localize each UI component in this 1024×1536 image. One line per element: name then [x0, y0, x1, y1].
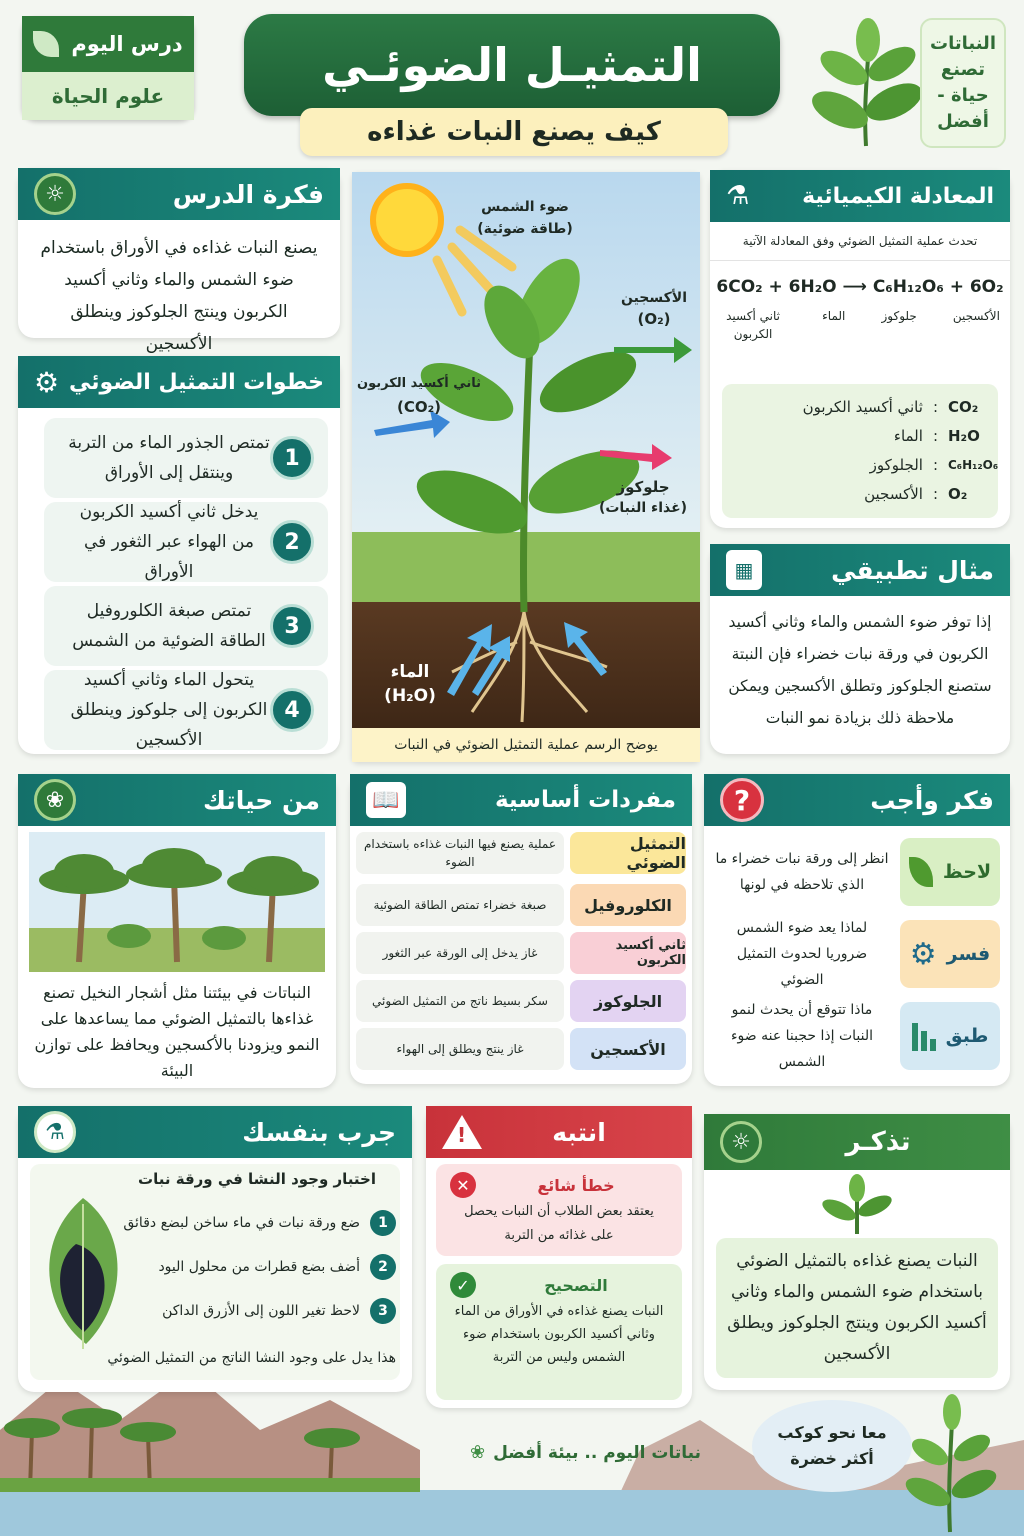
- steps-title: خطوات التمثيل الضوئي: [69, 369, 324, 395]
- remember-box: [716, 1238, 998, 1378]
- symbol-formula: H₂O: [948, 426, 980, 445]
- try-step-number: 2: [370, 1254, 396, 1280]
- try-step: [158, 1254, 396, 1280]
- try-step-text: ضع ورقة نبات في ماء ساخن لبضع دقائق: [123, 1215, 360, 1231]
- think-card: [704, 774, 1010, 1086]
- warning-card: [426, 1106, 692, 1408]
- plant-icon: [900, 1392, 1000, 1532]
- symbol-row: الماء : H₂O: [736, 421, 984, 450]
- step-text: تمتص صبغة الكلوروفيل الطاقة الضوئية من الشمس: [72, 601, 266, 651]
- vocab-term: الكلوروفيل: [570, 884, 686, 926]
- diagram-illustration: [352, 172, 700, 728]
- think-row: [714, 1000, 1000, 1072]
- life-title: من حياتك: [203, 785, 320, 815]
- glucose-label: جلوكوز: [616, 478, 670, 496]
- mistake-box: [436, 1164, 682, 1256]
- diagram-caption: يوضح الرسم عملية التمثيل الضوئي في النبات: [352, 728, 700, 762]
- motto-text: النباتات تصنع حياة - أفضل: [930, 33, 996, 132]
- try-step-text: لاحظ تغير اللون إلى الأزرق الداكن: [162, 1303, 360, 1319]
- step-text: يتحول الماء وثاني أكسيد الكربون إلى جلوكوز وينطلق الأكسجين: [70, 670, 268, 750]
- footer-slogan: [470, 1442, 701, 1463]
- symbol-formula: C₆H₁₂O₆: [948, 457, 999, 472]
- vocab-row: [356, 832, 686, 874]
- flask-icon: ⚗: [726, 181, 750, 211]
- vocab-row: [356, 932, 686, 974]
- think-text: انظر إلى ورقة نبات خضراء ما الذي تلاحظه في لونها: [715, 851, 889, 893]
- equation-intro: تحدث عملية التمثيل الضوئي وفق المعادلة الآتية: [710, 234, 1010, 261]
- try-card: [18, 1106, 412, 1392]
- co2-formula: (CO₂): [396, 398, 442, 416]
- gear-icon: ⚙: [34, 365, 60, 399]
- equation-under-oxygen: الأكسجين: [952, 309, 1000, 323]
- vocab-definition: غاز ينتج ويطلق إلى الهواء: [356, 1028, 564, 1070]
- subtitle-banner: [300, 108, 728, 156]
- step-text: يدخل ثاني أكسيد الكربون من الهواء عبر الثغور في الأوراق: [79, 502, 259, 582]
- try-step: [162, 1298, 396, 1324]
- idea-card: [18, 168, 340, 354]
- try-step: [123, 1210, 396, 1236]
- life-text: النباتات في بيئتنا مثل أشجار النخيل تصنع غذاءها بالتمثيل الضوئي مما يساعدها على النمو ويزودنا بالأكسجين ويحافظ على توازن البيئة: [34, 983, 320, 1080]
- example-text: إذا توفر ضوء الشمس والماء وثاني أكسيد الكربون في ورقة نبات خضراء فإن النبتة ستصنع الجلوكوز وتطلق الأكسجين ويمكن ملاحظة ذلك بزيادة نمو النبات: [728, 613, 992, 727]
- explain-label: فسر: [946, 943, 991, 965]
- remember-text: النبات يصنع غذاءه بالتمثيل الضوئي باستخدام ضوء الشمس والماء وثاني أكسيد الكربون وينتج الجلوكوز ويطلق الأكسجين: [727, 1251, 987, 1364]
- symbol-formula: CO₂: [948, 397, 979, 416]
- motto-box: [920, 18, 1006, 148]
- vocab-definition: عملية يصنع فيها النبات غذاءه باستخدام الضوء: [356, 832, 564, 874]
- correction-title: التصحيح: [544, 1275, 608, 1295]
- step-item: [44, 586, 328, 666]
- symbol-name: الماء: [893, 426, 923, 445]
- correction-box: [436, 1264, 682, 1400]
- lightbulb-icon: ☼: [34, 173, 76, 215]
- equation-under-glucose: جلوكوز: [881, 309, 917, 323]
- try-title: جرب بنفسك: [242, 1117, 396, 1147]
- vocab-row: [356, 1028, 686, 1070]
- think-title: فكر وأجب: [870, 785, 994, 815]
- step-item: [44, 670, 328, 750]
- water-formula: (H₂O): [384, 686, 436, 706]
- try-subtitle: اختبار وجود النشا في ورقة نبات: [138, 1170, 376, 1188]
- think-text: ماذا تتوقع أن يحدث لنمو النبات إذا حجبنا عنه ضوء الشمس: [730, 1002, 874, 1070]
- lightbulb-icon: ☼: [720, 1121, 762, 1163]
- step-text: تمتص الجذور الماء من التربة وينتقل إلى الأوراق: [68, 433, 270, 483]
- vocab-title: مفردات أساسية: [494, 787, 676, 813]
- footer-bubble: [752, 1400, 912, 1492]
- example-card: [710, 544, 1010, 754]
- warning-title: انتبه: [552, 1117, 606, 1147]
- symbols-box: [722, 384, 998, 518]
- page-title: التمثيـل الضوئـي: [322, 38, 702, 92]
- step-item: [44, 502, 328, 582]
- page-subtitle: كيف يصنع النبات غذاءه: [367, 117, 661, 147]
- mistake-text: يعتقد بعض الطلاب أن النبات يحصل على غذائه من التربة: [464, 1204, 654, 1243]
- title-banner: [244, 14, 780, 116]
- idea-title: فكرة الدرس: [172, 179, 324, 209]
- question-icon: ?: [720, 778, 764, 822]
- think-text: لماذا يعد ضوء الشمس ضروريا لحدوث التمثيل الضوئي: [736, 920, 868, 988]
- photosynthesis-diagram: [352, 172, 700, 762]
- steps-card: [18, 356, 340, 754]
- sprout-icon: [817, 1174, 897, 1236]
- symbol-name: الجلوكوز: [869, 455, 923, 474]
- try-step-text: أضف بضع قطرات من محلول اليود: [158, 1259, 360, 1275]
- vocab-definition: غاز يدخل إلى الورقة عبر الثغور: [356, 932, 564, 974]
- correction-text: النبات يصنع غذاءه في الأوراق من الماء وثاني أكسيد الكربون باستخدام ضوء الشمس وليس من التربة: [454, 1304, 664, 1365]
- mistake-title: خطأ شائع: [537, 1175, 615, 1195]
- calculator-icon: ▦: [726, 550, 762, 590]
- explain-badge: [900, 920, 1000, 988]
- remember-title: تذكـر: [845, 1127, 911, 1157]
- equation-title: المعادلة الكيميائية: [802, 183, 994, 209]
- think-row: [714, 918, 1000, 990]
- observe-badge: [900, 838, 1000, 906]
- palm-trees-image: [29, 832, 325, 972]
- sprout-icon: ❀: [470, 1442, 486, 1463]
- symbol-formula: O₂: [948, 484, 968, 503]
- step-number: 2: [270, 520, 314, 564]
- leaf-icon: ❀: [34, 779, 76, 821]
- example-title: مثال تطبيقي: [831, 555, 994, 585]
- oxygen-formula: (O₂): [637, 310, 671, 328]
- symbol-row: الجلوكوز : C₆H₁₂O₆: [869, 455, 999, 474]
- lesson-badge-label: درس اليوم: [71, 32, 183, 56]
- apply-label: طبق: [945, 1025, 989, 1047]
- step-item: [44, 418, 328, 498]
- oxygen-label: الأكسجين: [620, 290, 687, 306]
- x-icon: ✕: [450, 1172, 476, 1198]
- step-number: 1: [270, 436, 314, 480]
- idea-text: يصنع النبات غذاءه في الأوراق باستخدام ضوء الشمس والماء وثاني أكسيد الكربون وينتج الجلوكوز وينطلق الأكسجين: [40, 238, 318, 354]
- plant-icon: [806, 18, 926, 148]
- sun-label: ضوء الشمس (طاقة ضوئية): [477, 199, 573, 237]
- sun-icon: [373, 186, 441, 254]
- apply-badge: [900, 1002, 1000, 1070]
- co2-label: ثاني أكسيد الكربون: [356, 376, 482, 391]
- bubble-text: معا نحو كوكب أكثر خضرة: [777, 1423, 887, 1468]
- think-row: [714, 836, 1000, 908]
- glucose-sub: (غذاء النبات): [598, 500, 688, 516]
- equation-under-labels: [710, 307, 1010, 343]
- beaker-icon: ⚗: [34, 1111, 76, 1153]
- life-card: [18, 774, 336, 1088]
- vocab-card: [350, 774, 692, 1084]
- leaf-icon: [33, 31, 59, 57]
- vocab-row: [356, 884, 686, 926]
- gear-icon: ⚙: [909, 936, 937, 972]
- water-label: الماء: [390, 662, 430, 682]
- book-icon: 📖: [366, 782, 406, 818]
- equation-under-co2: ثاني أكسيد الكربون: [726, 309, 780, 341]
- vocab-term: التمثيل الضوئي: [570, 832, 686, 874]
- iodine-leaf-image: [36, 1194, 130, 1354]
- vocab-term: الأكسجين: [570, 1028, 686, 1070]
- symbol-row: الأكسجين : O₂: [736, 479, 984, 508]
- step-number: 4: [270, 688, 314, 732]
- subject-badge: علوم الحياة: [22, 72, 194, 120]
- equation-formula: 6CO₂ + 6H₂O ⟶ C₆H₁₂O₆ + 6O₂: [716, 277, 1004, 297]
- bar-chart-icon: [912, 1021, 936, 1051]
- slogan-text: نباتات اليوم .. بيئة أفضل: [493, 1442, 701, 1463]
- check-icon: ✓: [450, 1272, 476, 1298]
- remember-card: [704, 1114, 1010, 1390]
- symbol-name: ثاني أكسيد الكربون: [802, 397, 923, 416]
- equation-under-water: الماء: [822, 309, 846, 323]
- equation-card: [710, 170, 1010, 528]
- observe-label: لاحظ: [942, 861, 992, 883]
- vocab-term: ثاني أكسيد الكربون: [570, 932, 686, 974]
- try-step-number: 3: [370, 1298, 396, 1324]
- step-number: 3: [270, 604, 314, 648]
- try-step-number: 1: [370, 1210, 396, 1236]
- warning-icon: !: [442, 1115, 482, 1149]
- symbol-name: الأكسجين: [864, 484, 923, 503]
- try-conclusion: هذا يدل على وجود النشا الناتج من التمثيل الضوئي: [107, 1350, 396, 1366]
- lesson-badge: [22, 16, 194, 120]
- leaf-icon: [909, 857, 933, 887]
- symbol-row: ثاني أكسيد الكربون : CO₂: [736, 392, 984, 421]
- vocab-definition: سكر بسيط ناتج من التمثيل الضوئي: [356, 980, 564, 1022]
- vocab-definition: صبغة خضراء تمتص الطاقة الضوئية: [356, 884, 564, 926]
- vocab-row: [356, 980, 686, 1022]
- vocab-term: الجلوكوز: [570, 980, 686, 1022]
